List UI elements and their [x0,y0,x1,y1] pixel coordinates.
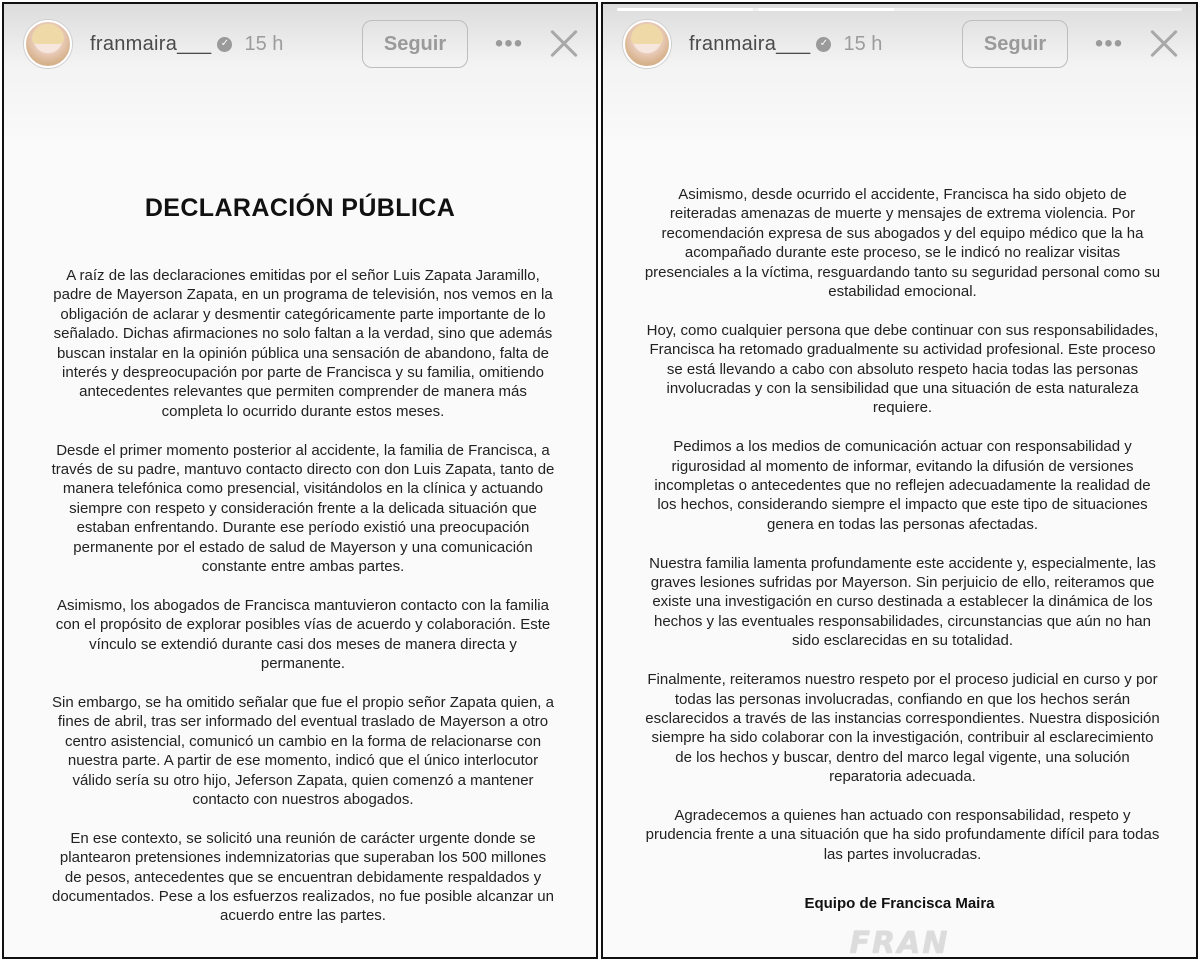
paragraph: Agradecemos a quienes han actuado con responsabilidad, respeto y prudencia frente a una situación que ha sido profundamente difícil para todas las partes involucradas. [645,806,1160,863]
follow-button[interactable]: Seguir [362,20,468,68]
progress-segment [758,8,894,11]
more-options-icon[interactable]: ••• [1094,30,1124,57]
avatar[interactable] [24,20,72,68]
username[interactable]: franmaira___ [90,32,212,55]
story-header [24,16,580,72]
follow-button[interactable]: Seguir [962,20,1068,68]
story-header [623,16,1180,72]
paragraph: Pedimos a los medios de comunicación actuar con responsabilidad y rigurosidad al momento de informar, evitando la difusión de versiones incompletas o antecedentes que no reflejen adecuadamente la realidad de los hechos, considerando siempre el impacto que este tipo de situaciones genera en todas las personas afectadas. [654,438,1151,533]
story-panel-right [601,2,1198,959]
post-time: 15 h [244,32,284,55]
paragraph: Asimismo, desde ocurrido el accidente, Francisca ha sido objeto de reiteradas amenazas de muerte y mensajes de extrema violencia. Por recomendación expresa de sus abogados y del equipo médico que la ha acompañado durante este proceso, se le indicó no realizar visitas presenciales a la víctima, resguardando tanto su seguridad personal como su estabilidad emocional. [644,186,1161,301]
progress-segment [617,8,753,11]
verified-badge-icon: ✓ [217,37,232,52]
story-progress-bar [617,8,1182,11]
paragraph: Asimismo, los abogados de Francisca mantuvieron contacto con la familia con el propósito de explorar posibles vías de acuerdo y colaboración. Este vínculo se extendió durante casi dos meses de manera directa y permanente. [55,596,551,673]
close-icon[interactable] [1148,28,1180,60]
story-panel-left [2,2,598,959]
post-time: 15 h [843,32,883,55]
statement-body [643,185,1162,884]
close-icon[interactable] [548,28,580,60]
paragraph: Hoy, como cualquier persona que debe continuar con sus responsabilidades, Francisca ha retomado gradualmente su actividad profesional. Este proceso se está llevando a cabo con absoluto respeto hacia todas las personas involucradas y con la sensibilidad que una situación de esta naturaleza requiere. [646,321,1159,417]
paragraph: En ese contexto, se solicitó una reunión de carácter urgente donde se plantearon pretensiones indemnizatorias que superaban los 500 millones de pesos, antecedentes que se encuentran debidamente respaldados y documentados. Pese a los esfuerzos realizados, no fue posible alcanzar un acuerdo entre las partes. [52,829,554,925]
paragraph: A raíz de las declaraciones emitidas por el señor Luis Zapata Jaramillo, padre de Mayerson Zapata, en un programa de televisión, nos vemos en la obligación de aclarar y desmentir categóricamente parte importante de lo señalado. Dichas afirmaciones no solo faltan a la verdad, sino que además buscan instalar en la opinión pública una sensación de abandono, falta de interés y despreocupación por parte de Francisca y su familia, omitiendo antecedentes relevantes que permiten comprender de manera más completa lo ocurrido durante estos meses. [53,267,553,420]
avatar[interactable] [623,20,671,68]
verified-badge-icon: ✓ [816,37,831,52]
username[interactable]: franmaira___ [689,32,811,55]
statement-body [50,266,556,945]
brand-logo: FRAN [849,926,950,959]
paragraph: Nuestra familia lamenta profundamente este accidente y, especialmente, las graves lesiones sufridas por Mayerson. Sin perjuicio de ello, reiteramos que existe una investigación en curso destinada a establecer la dinámica de los hechos y las eventuales responsabilidades, circunstancias que aún no han sido esclarecidas en su totalidad. [649,554,1156,650]
paragraph: Finalmente, reiteramos nuestro respeto por el proceso judicial en curso y por todas las personas involucradas, confiando en que los hechos serán esclarecidos a través de las instancias correspondientes. Nuestra disposición siempre ha sido colaborar con la investigación, contribuir al esclarecimiento de los hechos y buscar, dentro del marco legal vigente, una solución reparatoria adecuada. [645,671,1160,786]
paragraph: Desde el primer momento posterior al accidente, la familia de Francisca, a través de su padre, mantuvo contacto directo con don Luis Zapata, tanto de manera telefónica como presencial, visitándolos en la clínica y actuando siempre con respeto y consideración frente a la delicada situación que estaban enfrentando. Durante ese período existió una preocupación permanente por el estado de salud de Mayerson y una comunicación constante entre ambas partes. [51,441,555,576]
signature: Equipo de Francisca Maira [804,895,995,912]
paragraph: Sin embargo, se ha omitido señalar que fue el propio señor Zapata quien, a fines de abril, tras ser informado del eventual traslado de Mayerson a otro centro asistencial, comunicó un cambio en la forma de relacionarse con nuestra parte. A partir de ese momento, indicó que el único interlocutor válido sería su otro hijo, Jeferson Zapata, quien comenzó a mantener contacto con nuestros abogados. [52,693,554,808]
more-options-icon[interactable]: ••• [494,30,524,57]
document-title: DECLARACIÓN PÚBLICA [144,194,456,222]
